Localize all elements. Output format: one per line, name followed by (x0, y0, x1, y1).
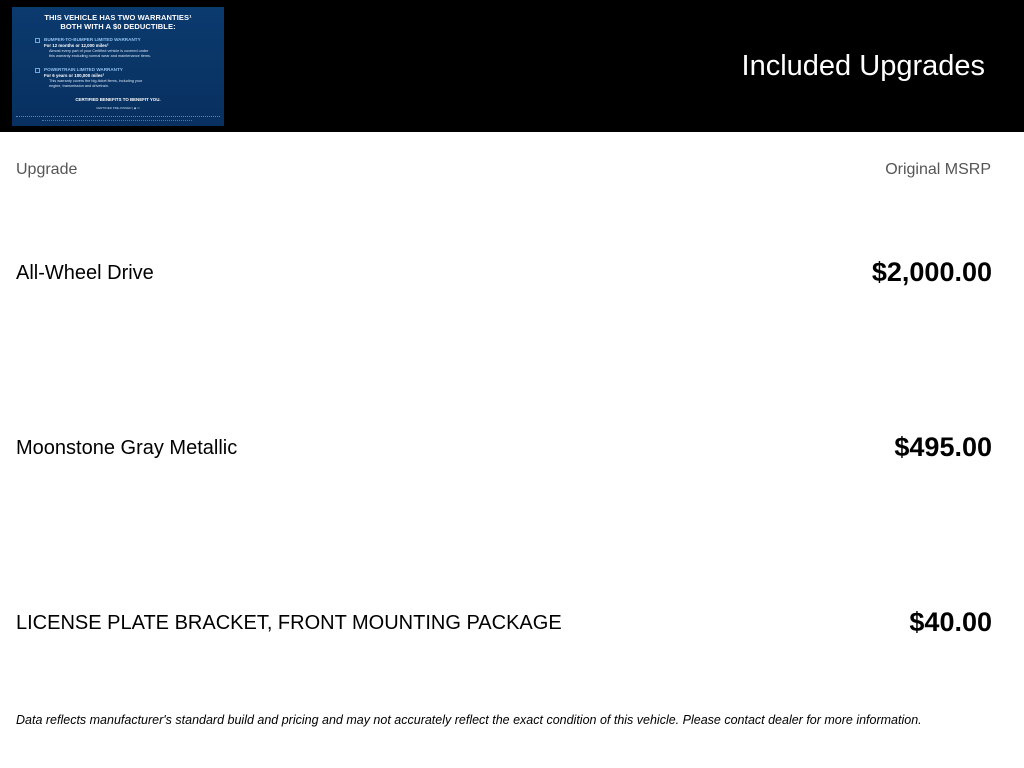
warranty-item-bumper: BUMPER-TO-BUMPER LIMITED WARRANTY For 12 months or 12,000 miles² Almost every part of your Certified vehicle is covered under this warranty excluding normal wear and maintenance items. (44, 37, 219, 59)
fine-print (42, 120, 192, 122)
brand-logos: CERTIFIED PRE-OWNED | ◆ ▭ (96, 106, 140, 110)
column-header-msrp: Original MSRP (885, 161, 991, 178)
disclaimer-text: Data reflects manufacturer's standard build and pricing and may not accurately reflect the exact condition of this vehicle. Please contact dealer for more information. (16, 713, 922, 727)
fine-print (16, 116, 220, 118)
upgrade-name: LICENSE PLATE BRACKET, FRONT MOUNTING PACKAGE (16, 612, 562, 634)
checkbox-icon (35, 68, 40, 73)
checkbox-icon (35, 38, 40, 43)
upgrade-price: $495.00 (894, 432, 992, 462)
upgrade-name: All-Wheel Drive (16, 262, 154, 284)
warranty-item-powertrain: POWERTRAIN LIMITED WARRANTY For 6 years or 100,000 miles² This warranty covers the big-ticket items, including your engine, transmission and drivetrain. (44, 67, 219, 89)
page-title: Included Upgrades (741, 50, 985, 82)
upgrade-price: $40.00 (909, 607, 992, 637)
upgrade-name: Moonstone Gray Metallic (16, 437, 238, 459)
upgrade-price: $2,000.00 (871, 257, 992, 287)
warranty-banner-title: THIS VEHICLE HAS TWO WARRANTIES¹ BOTH WITH A $0 DEDUCTIBLE: (44, 13, 192, 31)
warranty-benefits-text: CERTIFIED BENEFITS TO BENEFIT YOU. (75, 97, 161, 102)
column-header-upgrade: Upgrade (16, 161, 78, 178)
warranty-banner-image[interactable] (12, 7, 224, 126)
page-header (0, 0, 1024, 132)
